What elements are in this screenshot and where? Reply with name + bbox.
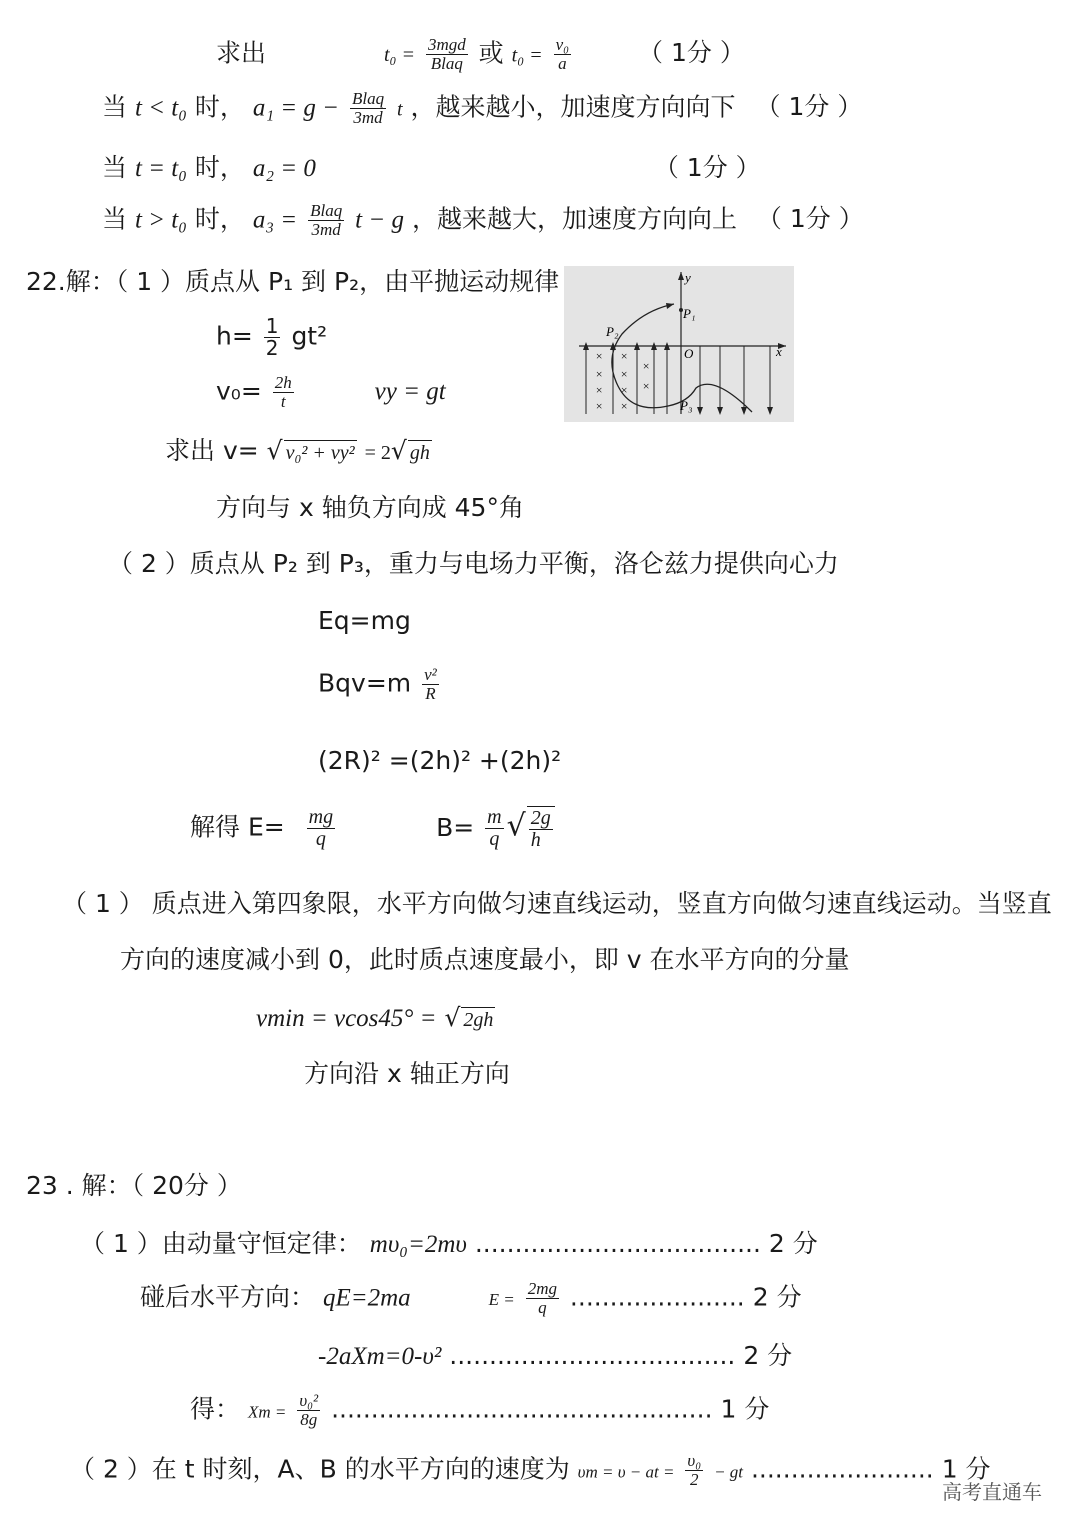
- e-label: E =: [488, 1290, 515, 1310]
- vmin-lhs: vmin = vcos45° =: [256, 1005, 437, 1032]
- h-rhs: gt²: [291, 321, 328, 351]
- fraction-numerator: υ₀: [687, 1451, 702, 1470]
- score-label: 2 分: [743, 1341, 793, 1370]
- fraction-mg-q: [307, 807, 335, 850]
- score-label: 1 分: [941, 1454, 991, 1484]
- line-a1: [102, 90, 862, 127]
- fraction-numerator: Blaq: [351, 89, 385, 108]
- part-3-line-1: （ 1 ） 质点进入第四象限，水平方向做匀速直线运动，竖直方向做匀速直线运动。当竖直: [62, 889, 1052, 918]
- text-when: 当: [102, 204, 135, 234]
- leader-dots: ....................................: [474, 1229, 761, 1258]
- leader-dots: ................................................: [331, 1394, 713, 1424]
- fraction-denominator: q: [315, 828, 326, 850]
- h-lhs: h=: [216, 321, 253, 351]
- leader-dots: ......................: [569, 1282, 745, 1312]
- q23-heading: 23 . 解：（ 20分 ）: [26, 1171, 242, 1200]
- figure-label-p3: P₃: [680, 398, 693, 413]
- fraction-numerator: m: [487, 806, 502, 828]
- figure-label-y: y: [685, 270, 691, 285]
- horizontal-text: 碰后水平方向：: [140, 1282, 316, 1312]
- q23-line-5: [70, 1452, 991, 1489]
- score-label: （ 1分 ）: [653, 153, 761, 182]
- velocity-tail: − gt: [714, 1462, 744, 1482]
- fraction-denominator: 3md: [311, 219, 341, 239]
- fraction-m-q: [485, 807, 503, 850]
- b-field-cross: ×: [620, 399, 629, 413]
- eq-v0: [216, 374, 446, 411]
- fraction-denominator: R: [425, 683, 436, 703]
- line-a3: [102, 202, 864, 239]
- sqrt-icon: √: [444, 1003, 461, 1032]
- fraction-denominator: q: [538, 1297, 547, 1317]
- figure-label-p2: P₂: [606, 324, 619, 339]
- physics-figure: [564, 266, 794, 422]
- fraction-denominator: 2: [690, 1469, 699, 1489]
- equals-2: = 2: [364, 442, 391, 464]
- equation-lhs: a₁ = g −: [252, 94, 340, 122]
- result-text: 得：: [190, 1394, 241, 1424]
- leader-dots: ....................................: [449, 1341, 736, 1370]
- b-field-cross: ×: [620, 367, 629, 381]
- xm-label: Xm =: [247, 1402, 287, 1422]
- text-time: 时，: [194, 92, 245, 122]
- fraction-denominator: 2: [265, 336, 279, 360]
- fraction-numerator: mg: [308, 806, 334, 828]
- watermark: 高考直通车: [942, 1480, 1042, 1504]
- q23-line-4: [190, 1392, 769, 1429]
- fraction-numerator: v²: [424, 665, 437, 684]
- text-find: 求出: [216, 38, 267, 68]
- fraction-numerator: 1: [265, 314, 279, 338]
- eq-h: [216, 316, 327, 359]
- eq-bqv: [318, 666, 442, 703]
- fraction-denominator: 3md: [353, 107, 383, 127]
- fraction-numerator: Blaq: [310, 201, 343, 220]
- figure-label-p1: P₁: [683, 306, 696, 321]
- score-label: （ 1分 ）: [638, 38, 745, 68]
- line-a2: [102, 154, 761, 184]
- eq-vmin: [256, 1004, 495, 1034]
- fraction-v0-2: [685, 1452, 703, 1489]
- b-field-cross: ×: [595, 367, 604, 381]
- momentum-equation: mυ₀=2mυ: [369, 1231, 467, 1258]
- b-lhs: B=: [436, 812, 475, 842]
- b-field-cross: ×: [595, 383, 604, 397]
- fraction-denominator: q: [489, 828, 500, 850]
- solution-label: 解得 E=: [190, 812, 285, 842]
- fraction-numerator: v₀: [555, 35, 570, 54]
- radicand: gh: [409, 442, 430, 464]
- direction-1: 方向与 x 轴负方向成 45°角: [216, 493, 524, 522]
- score-label: 2 分: [752, 1282, 802, 1312]
- eq-geometry: (2R)² =(2h)² +(2h)²: [318, 746, 562, 775]
- sqrt-icon: √: [390, 436, 407, 465]
- variable-t: t: [397, 98, 403, 121]
- description: ，越来越大，加速度方向向上: [411, 204, 737, 234]
- b-field-cross: ×: [595, 399, 604, 413]
- equation-lhs: a₃ =: [252, 206, 298, 234]
- fraction-denominator: Blaq: [430, 53, 463, 73]
- q22-heading: 22.解：（ 1 ）质点从 P₁ 到 P₂，由平抛运动规律: [26, 267, 560, 296]
- fraction-v2-r: [422, 666, 439, 703]
- radicand: v₀² + vy²: [285, 442, 355, 464]
- fraction-blaq-3md: [350, 90, 386, 127]
- text-time: 时，: [194, 204, 245, 234]
- score-label: （ 1分 ）: [755, 92, 863, 122]
- fraction-numerator: 2mg: [527, 1279, 557, 1298]
- direction-2: 方向沿 x 轴正方向: [304, 1059, 510, 1088]
- vy-equation: vy = gt: [374, 378, 446, 406]
- score-label: （ 1分 ）: [756, 204, 864, 234]
- fraction-half: [264, 316, 281, 359]
- leader-dots: .......................: [750, 1454, 934, 1484]
- condition: t > t₀: [134, 206, 187, 234]
- fraction-v0-a: [554, 36, 571, 73]
- b-field-cross: ×: [642, 359, 651, 373]
- fraction-v02-8g: [297, 1392, 320, 1429]
- t0-label: t₀ =: [383, 44, 415, 67]
- fraction-numerator: 2g: [530, 807, 551, 829]
- radicand: 2gh: [463, 1009, 494, 1031]
- part-2-text: （ 2 ）质点从 P₂ 到 P₃，重力与电场力平衡，洛仑兹力提供向心力: [108, 549, 839, 578]
- fraction-denominator: t: [280, 391, 286, 411]
- equation-tail: t − g: [355, 206, 404, 234]
- text-when: 当: [102, 153, 135, 182]
- velocity-equation: υm = υ − at =: [577, 1462, 675, 1482]
- score-label: 2 分: [768, 1229, 818, 1258]
- part-3-line-2: 方向的速度减小到 0，此时质点速度最小，即 v 在水平方向的分量: [120, 945, 850, 974]
- bqv-lhs: Bqv=m: [318, 668, 412, 698]
- eq-v: [165, 437, 432, 466]
- equation: a₂ = 0: [252, 155, 316, 182]
- fraction-3mgd-blaq: [426, 36, 468, 73]
- t0-label-2: t₀ =: [511, 44, 543, 67]
- momentum-text: （ 1 ）由动量守恒定律：: [80, 1229, 362, 1258]
- description: ，越来越小，加速度方向向下: [410, 92, 736, 122]
- fraction-numerator: 3mgd: [427, 35, 466, 54]
- eq-solution: [190, 806, 558, 851]
- q23-line-2: [140, 1280, 802, 1317]
- fraction-2h-t: [273, 374, 294, 411]
- fraction-denominator: h: [530, 829, 541, 851]
- text-or: 或: [478, 38, 504, 68]
- sqrt-icon: √: [506, 808, 526, 844]
- fraction-numerator: 2h: [274, 373, 292, 392]
- fraction-denominator: a: [558, 53, 567, 73]
- q23-line-3: [318, 1342, 792, 1372]
- b-field-cross: ×: [620, 383, 629, 397]
- fraction-2g-h: [527, 806, 555, 851]
- figure-label-o: O: [684, 346, 694, 361]
- v-find: 求出 v=: [165, 436, 259, 465]
- b-field-cross: ×: [620, 349, 629, 363]
- text-when: 当: [102, 92, 135, 122]
- part-2-text: （ 2 ）在 t 时刻，A、B 的水平方向的速度为: [70, 1454, 570, 1484]
- condition: t = t₀: [134, 155, 187, 182]
- b-field-cross: ×: [642, 379, 651, 393]
- condition: t < t₀: [134, 94, 187, 122]
- text-time: 时，: [194, 153, 245, 182]
- v0-lhs: v₀=: [216, 376, 262, 406]
- force-equation: qE=2ma: [322, 1284, 411, 1312]
- b-field-cross: ×: [595, 349, 604, 363]
- fraction-numerator: υ₀²: [299, 1391, 319, 1410]
- sqrt-icon: √: [266, 436, 283, 465]
- q23-line-1: [80, 1230, 818, 1260]
- line-t0: [216, 36, 745, 73]
- fraction-2mg-q: [526, 1280, 559, 1317]
- kinematics-equation: -2aXm=0-υ²: [318, 1343, 442, 1370]
- fraction-blaq-3md: [308, 202, 344, 239]
- fraction-denominator: 8g: [300, 1409, 318, 1429]
- score-label: 1 分: [720, 1394, 770, 1424]
- figure-label-x: x: [776, 344, 782, 359]
- eq-eq-mg: Eq=mg: [318, 606, 411, 635]
